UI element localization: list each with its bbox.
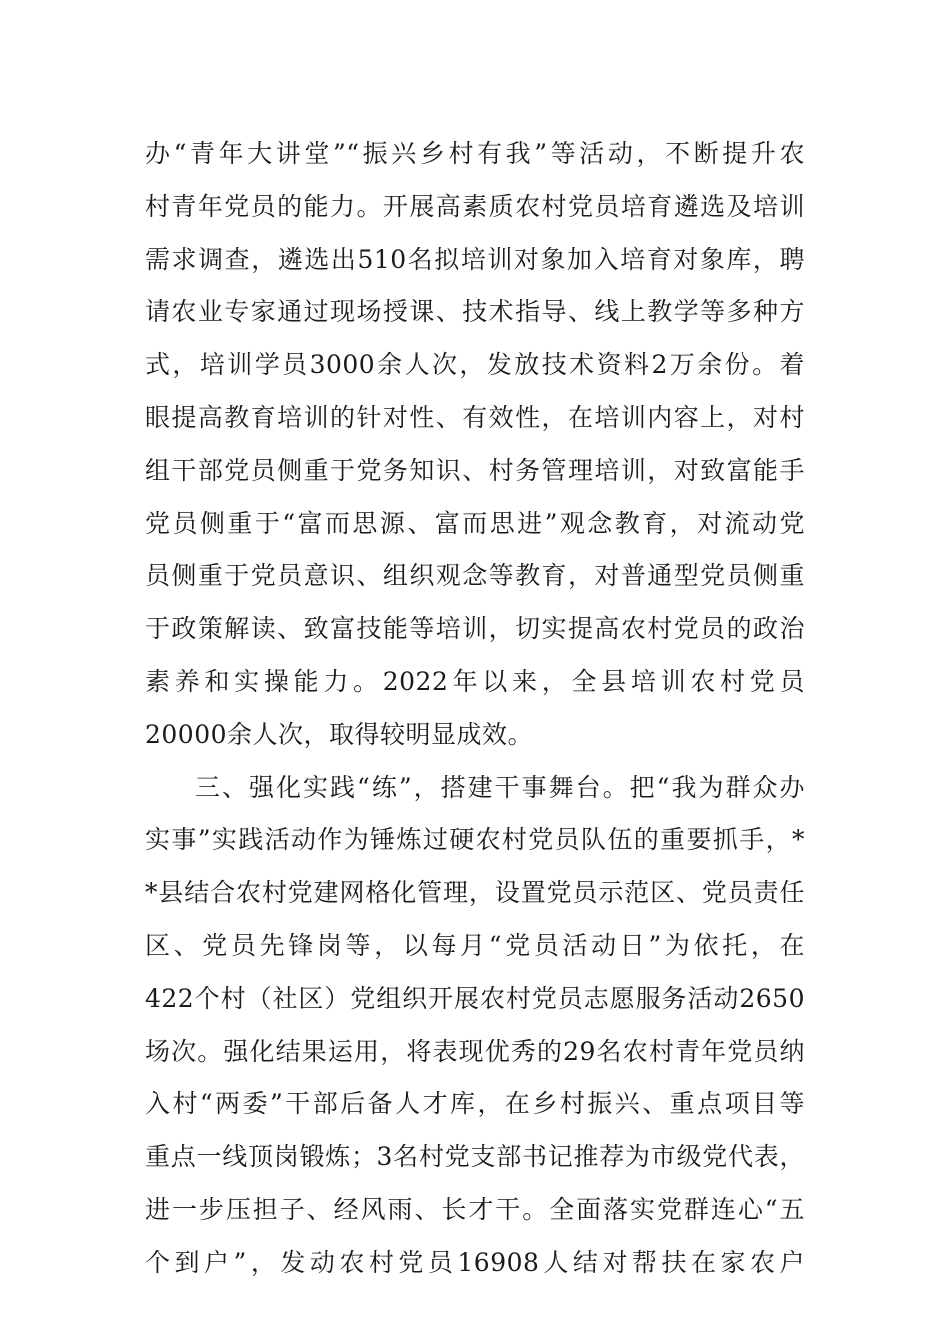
text-line: 个到户”，发动农村党员16908人结对帮扶在家农户 [145, 1247, 805, 1277]
text-line: 村青年党员的能力。开展高素质农村党员培育遴选及培训 [145, 191, 805, 221]
text-line: 式，培训学员3000余人次，发放技术资料2万余份。着 [145, 350, 805, 380]
text-line: 需求调查，遴选出510名拟培训对象加入培育对象库，聘 [145, 244, 805, 274]
text-line: *县结合农村党建网格化管理，设置党员示范区、党员责任 [145, 878, 805, 908]
text-line: 党员侧重于“富而思源、富而思进”观念教育，对流动党 [145, 508, 805, 538]
text-line: 于政策解读、致富技能等培训，切实提高农村党员的政治 [145, 614, 805, 644]
paragraph-end-line: 20000余人次，取得较明显成效。 [145, 719, 534, 749]
text-line: 眼提高教育培训的针对性、有效性，在培训内容上，对村 [145, 402, 805, 432]
section-heading-line: 三、强化实践“练”，搭建干事舞台。把“我为群众办 [195, 772, 805, 802]
text-line: 请农业专家通过现场授课、技术指导、线上教学等多种方 [145, 297, 805, 327]
text-line: 区、党员先锋岗等，以每月“党员活动日”为依托，在 [145, 930, 805, 960]
text-line: 素养和实操能力。2022年以来，全县培训农村党员 [145, 666, 805, 696]
text-line: 员侧重于党员意识、组织观念等教育，对普通型党员侧重 [145, 561, 805, 591]
text-line: 重点一线顶岗锻炼；3名村党支部书记推荐为市级党代表， [145, 1142, 805, 1172]
text-line: 422个村（社区）党组织开展农村党员志愿服务活动2650 [145, 983, 805, 1013]
text-line: 实事”实践活动作为锤炼过硬农村党员队伍的重要抓手，* [145, 825, 805, 855]
body-text [145, 128, 805, 1290]
text-line: 组干部党员侧重于党务知识、村务管理培训，对致富能手 [145, 455, 805, 485]
text-line: 入村“两委”干部后备人才库，在乡村振兴、重点项目等 [145, 1089, 805, 1119]
text-line: 办“青年大讲堂”“振兴乡村有我”等活动，不断提升农 [145, 139, 805, 168]
text-line: 场次。强化结果运用，将表现优秀的29名农村青年党员纳 [145, 1036, 805, 1066]
text-line: 进一步压担子、经风雨、长才干。全面落实党群连心“五 [145, 1194, 805, 1224]
